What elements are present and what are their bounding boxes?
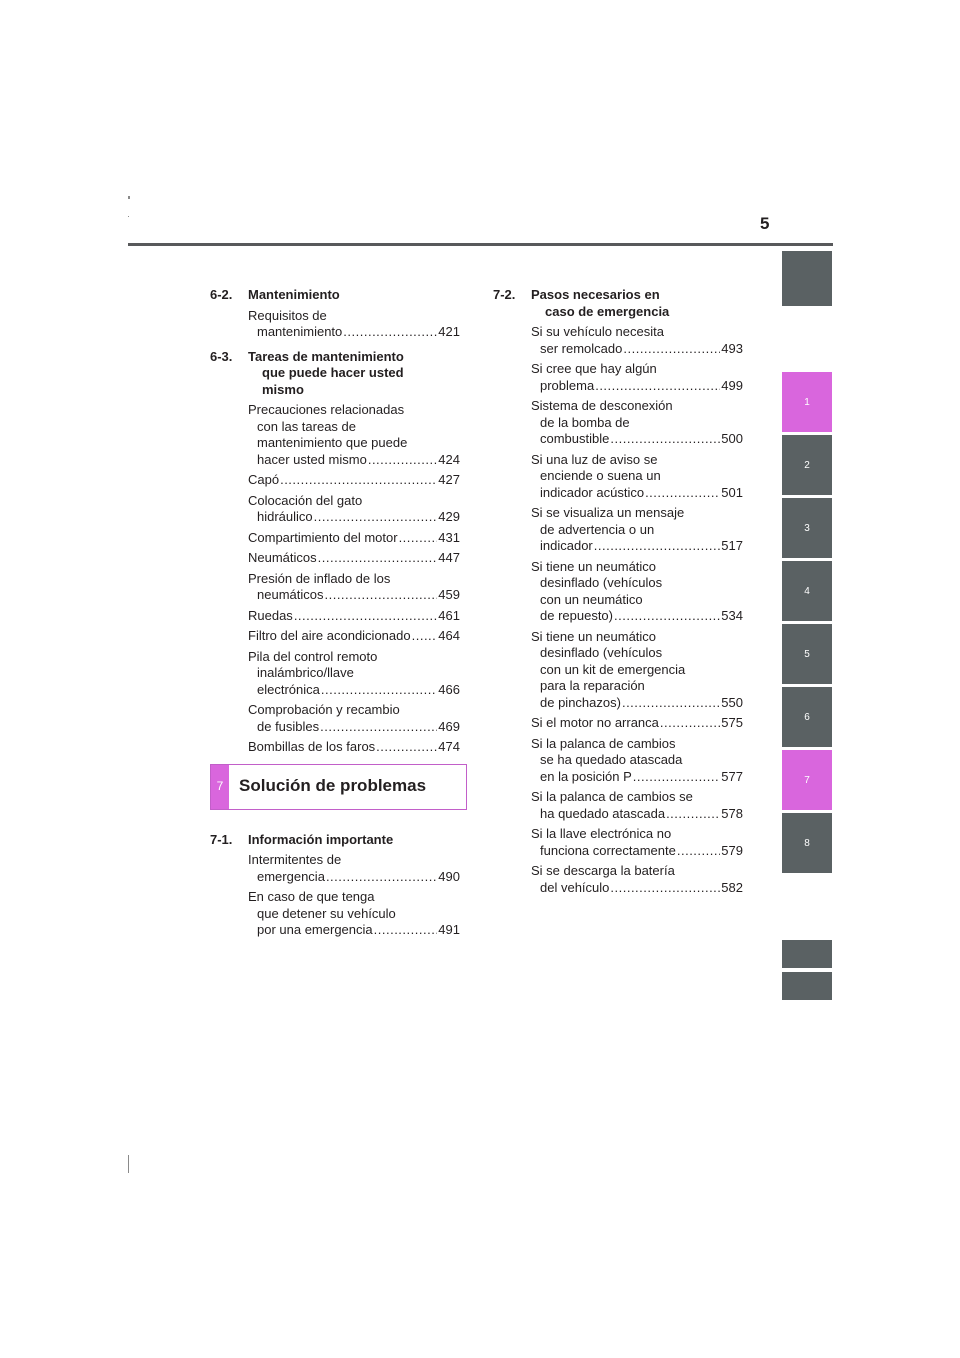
page-ref: 459: [438, 587, 460, 602]
entry-title: electrónica: [257, 681, 320, 697]
chapter-number-chip: 7: [211, 765, 229, 809]
chapter-tab-1[interactable]: 1: [782, 372, 832, 432]
chapter-tab-8[interactable]: 8: [782, 813, 832, 873]
page-ref: 424: [438, 451, 460, 467]
entry-title: combustible: [540, 431, 610, 446]
dot-leader: [399, 530, 438, 547]
dot-leader: [677, 843, 720, 860]
entry-line: con un neumático: [540, 591, 643, 607]
entry-lines: [248, 852, 460, 869]
dot-leader: [320, 719, 437, 736]
entry-last-line: [531, 695, 743, 712]
entry-title: Neumáticos: [248, 550, 317, 565]
page-ref: 490: [438, 868, 460, 884]
entry-title: por una emergencia: [257, 922, 373, 937]
entry-lines: [531, 361, 743, 378]
section-number: 6-3.: [210, 348, 233, 364]
dot-leader: [376, 739, 437, 756]
section-title: [248, 832, 460, 849]
entry-title: de fusibles: [257, 718, 320, 734]
page-ref: 577: [721, 768, 743, 784]
entry-lines: [248, 308, 460, 325]
entry-line: Si la llave electrónica no: [531, 826, 672, 841]
section-title-line: caso de emergencia: [545, 303, 670, 319]
entry-title: indicador: [540, 538, 593, 553]
entry-title: del vehículo: [540, 879, 610, 895]
entry-last-line: [531, 341, 743, 358]
toc-entry[interactable]: [210, 628, 460, 645]
section-title-line: que puede hacer usted: [262, 365, 404, 380]
crop-mark: [128, 1155, 129, 1173]
entry-lines: [531, 324, 743, 341]
chapter-tab-4[interactable]: 4: [782, 561, 832, 621]
entry-title: Bombillas de los faros: [248, 739, 376, 754]
entry-lines: [531, 398, 743, 431]
header-rule: [128, 243, 833, 246]
entry-title: indicador acústico: [540, 484, 645, 500]
page-ref: 499: [721, 377, 743, 393]
entry-line: En caso de que tenga: [248, 889, 375, 904]
section-title-line: Información importante: [248, 831, 394, 847]
toc-entry[interactable]: [493, 629, 743, 712]
page-ref: 517: [721, 538, 743, 553]
page-ref: 461: [438, 607, 460, 623]
chapter-tab-7[interactable]: 7: [782, 750, 832, 810]
entry-last-line: [248, 628, 460, 645]
entry-line: con un kit de emergencia: [540, 661, 686, 677]
dot-leader: [633, 769, 721, 786]
entry-line: inalámbrico/llave: [257, 665, 354, 680]
section-title: [531, 287, 743, 320]
entry-lines: [248, 571, 460, 588]
entry-title: de repuesto): [540, 608, 613, 623]
dot-leader: [623, 341, 720, 358]
page-ref: 582: [721, 879, 743, 895]
chapter-tab-3[interactable]: 3: [782, 498, 832, 558]
entry-line: se ha quedado atascada: [540, 752, 683, 767]
dot-leader: [343, 324, 437, 341]
entry-last-line: [248, 719, 460, 736]
toc-entry[interactable]: [210, 702, 460, 735]
entry-last-line: [531, 485, 743, 502]
chapter-tab-blank[interactable]: [782, 940, 832, 968]
entry-line: Si la palanca de cambios se: [531, 789, 693, 804]
chapter-title: Solución de problemas: [239, 776, 427, 796]
toc-entry[interactable]: [493, 505, 743, 555]
entry-lines: [531, 629, 743, 695]
entry-line: Si cree que hay algún: [531, 361, 657, 376]
page-ref: 474: [438, 739, 460, 754]
page-ref: 579: [721, 842, 743, 858]
toc-entry[interactable]: [493, 324, 743, 357]
entry-title: problema: [540, 377, 595, 393]
entry-last-line: [531, 769, 743, 786]
entry-last-line: [248, 922, 460, 939]
entry-title: Ruedas: [248, 607, 293, 623]
entry-lines: [248, 889, 460, 922]
entry-line: enciende o suena un: [540, 468, 661, 483]
section-title-line: Mantenimiento: [248, 287, 340, 302]
entry-line: Precauciones relacionadas: [248, 402, 405, 417]
entry-last-line: [531, 538, 743, 555]
page-ref: 447: [438, 550, 460, 565]
chapter-tab-2[interactable]: 2: [782, 435, 832, 495]
toc-section: [210, 832, 460, 849]
chapter-tab-blank[interactable]: [782, 251, 832, 306]
dot-leader: [374, 922, 438, 939]
chapter-heading: [210, 764, 467, 810]
toc-entry[interactable]: [210, 852, 460, 885]
toc-entry[interactable]: [210, 649, 460, 699]
entry-line: Colocación del gato: [248, 492, 363, 508]
entry-title: Capó: [248, 472, 280, 487]
dot-leader: [595, 378, 720, 395]
entry-line: mantenimiento que puede: [257, 435, 408, 450]
entry-line: Comprobación y recambio: [248, 702, 400, 717]
entry-title: Si el motor no arranca: [531, 715, 659, 730]
entry-title: ha quedado atascada: [540, 805, 666, 821]
dot-leader: [321, 682, 437, 699]
entry-lines: [531, 789, 743, 806]
toc-entry[interactable]: [493, 715, 743, 732]
entry-line: de la bomba de: [540, 414, 630, 430]
entry-lines: [531, 452, 743, 485]
entry-lines: [248, 649, 460, 682]
toc-entry[interactable]: [493, 398, 743, 448]
entry-last-line: [531, 843, 743, 860]
dot-leader: [318, 550, 438, 567]
toc-entry[interactable]: [493, 452, 743, 502]
dot-leader: [645, 485, 720, 502]
entry-line: Si tiene un neumático: [531, 628, 657, 644]
toc-entry[interactable]: [210, 530, 460, 547]
toc-entry[interactable]: [493, 863, 743, 896]
dot-leader: [294, 608, 437, 625]
entry-lines: [248, 493, 460, 510]
toc-entry[interactable]: [493, 826, 743, 859]
entry-line: Si se visualiza un mensaje: [531, 505, 685, 520]
entry-lines: [531, 505, 743, 538]
entry-last-line: [531, 715, 743, 732]
entry-last-line: [248, 869, 460, 886]
toc-entry[interactable]: [210, 889, 460, 939]
entry-last-line: [248, 530, 460, 547]
entry-last-line: [248, 608, 460, 625]
section-number: 7-2.: [493, 287, 516, 302]
dot-leader: [614, 608, 720, 625]
toc-entry[interactable]: [493, 559, 743, 625]
page-ref: 466: [438, 681, 460, 697]
toc-left-column: [210, 287, 460, 943]
entry-last-line: [248, 587, 460, 604]
page-ref: 500: [721, 431, 743, 446]
dot-leader: [280, 472, 437, 489]
entry-line: Si tiene un neumático: [531, 558, 657, 574]
dot-leader: [622, 695, 720, 712]
toc-section: [210, 349, 460, 399]
entry-line: desinflado (vehículos: [540, 645, 663, 660]
entry-last-line: [248, 682, 460, 699]
entry-line: Intermitentes de: [248, 852, 342, 867]
page-ref: 469: [438, 718, 460, 734]
page-ref: 534: [721, 608, 743, 623]
entry-line: Presión de inflado de los: [248, 570, 391, 586]
entry-title: de pinchazos): [540, 694, 621, 710]
section-title-line: mismo: [262, 381, 304, 397]
entry-lines: [531, 863, 743, 880]
section-title: [248, 349, 460, 399]
toc-entry[interactable]: [493, 789, 743, 822]
entry-line: Pila del control remoto: [248, 648, 378, 664]
dot-leader: [314, 509, 438, 526]
toc-entry[interactable]: [210, 493, 460, 526]
dot-leader: [594, 538, 721, 555]
entry-title: emergencia: [257, 868, 325, 884]
toc-entry[interactable]: [210, 739, 460, 756]
entry-last-line: [248, 452, 460, 469]
entry-lines: [531, 826, 743, 843]
entry-last-line: [248, 472, 460, 489]
section-title-line: Tareas de mantenimiento: [248, 348, 404, 364]
entry-line: Si una luz de aviso se: [531, 451, 658, 467]
toc-entry[interactable]: [210, 308, 460, 341]
page-ref: 501: [721, 484, 743, 500]
toc-section: [210, 287, 460, 304]
page-ref: 464: [438, 628, 460, 643]
entry-lines: [531, 736, 743, 769]
crop-mark: [128, 216, 129, 217]
page-ref: 421: [438, 324, 460, 339]
chapter-tab-5[interactable]: 5: [782, 624, 832, 684]
entry-last-line: [531, 880, 743, 897]
crop-mark: [128, 196, 130, 199]
entry-line: Requisitos de: [248, 307, 327, 323]
section-title-line: Pasos necesarios en: [531, 287, 660, 302]
entry-line: para la reparación: [540, 678, 645, 693]
entry-title: Filtro del aire acondicionado: [248, 628, 411, 643]
dot-leader: [610, 431, 720, 448]
toc-entry[interactable]: [210, 571, 460, 604]
entry-line: Si su vehículo necesita: [531, 324, 664, 339]
page-ref: 575: [721, 715, 743, 730]
entry-line: Si la palanca de cambios: [531, 735, 676, 751]
entry-title: hacer usted mismo: [257, 451, 367, 467]
section-title: [248, 287, 460, 304]
dot-leader: [326, 869, 437, 886]
entry-lines: [248, 402, 460, 452]
entry-title: ser remolcado: [540, 340, 623, 356]
entry-line: desinflado (vehículos: [540, 575, 663, 590]
toc-entry[interactable]: [493, 361, 743, 394]
entry-last-line: [531, 608, 743, 625]
page-ref: 431: [438, 529, 460, 545]
toc-entry[interactable]: [210, 550, 460, 567]
toc-entry[interactable]: [493, 736, 743, 786]
entry-last-line: [248, 550, 460, 567]
entry-line: que detener su vehículo: [257, 905, 396, 921]
page-ref: 491: [438, 922, 460, 937]
toc-entry[interactable]: [210, 472, 460, 489]
entry-lines: [248, 702, 460, 719]
page-ref: 578: [721, 805, 743, 821]
dot-leader: [412, 628, 438, 645]
entry-title: Compartimiento del motor: [248, 529, 398, 545]
entry-last-line: [248, 509, 460, 526]
entry-line: Sistema de desconexión: [531, 398, 673, 413]
entry-line: Si se descarga la batería: [531, 863, 675, 878]
entry-line: de advertencia o un: [540, 521, 655, 537]
dot-leader: [610, 880, 720, 897]
entry-last-line: [531, 378, 743, 395]
entry-title: hidráulico: [257, 509, 313, 524]
entry-title: neumáticos: [257, 587, 324, 602]
page-number: 5: [760, 214, 770, 233]
section-number: 7-1.: [210, 831, 233, 847]
toc-entry[interactable]: [210, 608, 460, 625]
page-ref: 429: [438, 509, 460, 524]
entry-last-line: [531, 806, 743, 823]
entry-last-line: [248, 324, 460, 341]
page-ref: 550: [721, 694, 743, 710]
dot-leader: [368, 452, 437, 469]
chapter-tab-blank[interactable]: [782, 972, 832, 1000]
entry-lines: [531, 559, 743, 609]
dot-leader: [666, 806, 720, 823]
page-ref: 493: [721, 340, 743, 356]
toc-section: [493, 287, 743, 320]
entry-last-line: [248, 739, 460, 756]
dot-leader: [660, 715, 720, 732]
toc-entry[interactable]: [210, 402, 460, 468]
toc-right-column: [493, 287, 743, 900]
page-ref: 427: [438, 472, 460, 487]
entry-line: con las tareas de: [257, 418, 357, 434]
entry-last-line: [531, 431, 743, 448]
section-number: 6-2.: [210, 287, 233, 302]
entry-title: mantenimiento: [257, 324, 343, 339]
dot-leader: [324, 587, 437, 604]
entry-title: en la posición P: [540, 768, 632, 784]
chapter-tab-6[interactable]: 6: [782, 687, 832, 747]
entry-title: funciona correctamente: [540, 842, 676, 858]
